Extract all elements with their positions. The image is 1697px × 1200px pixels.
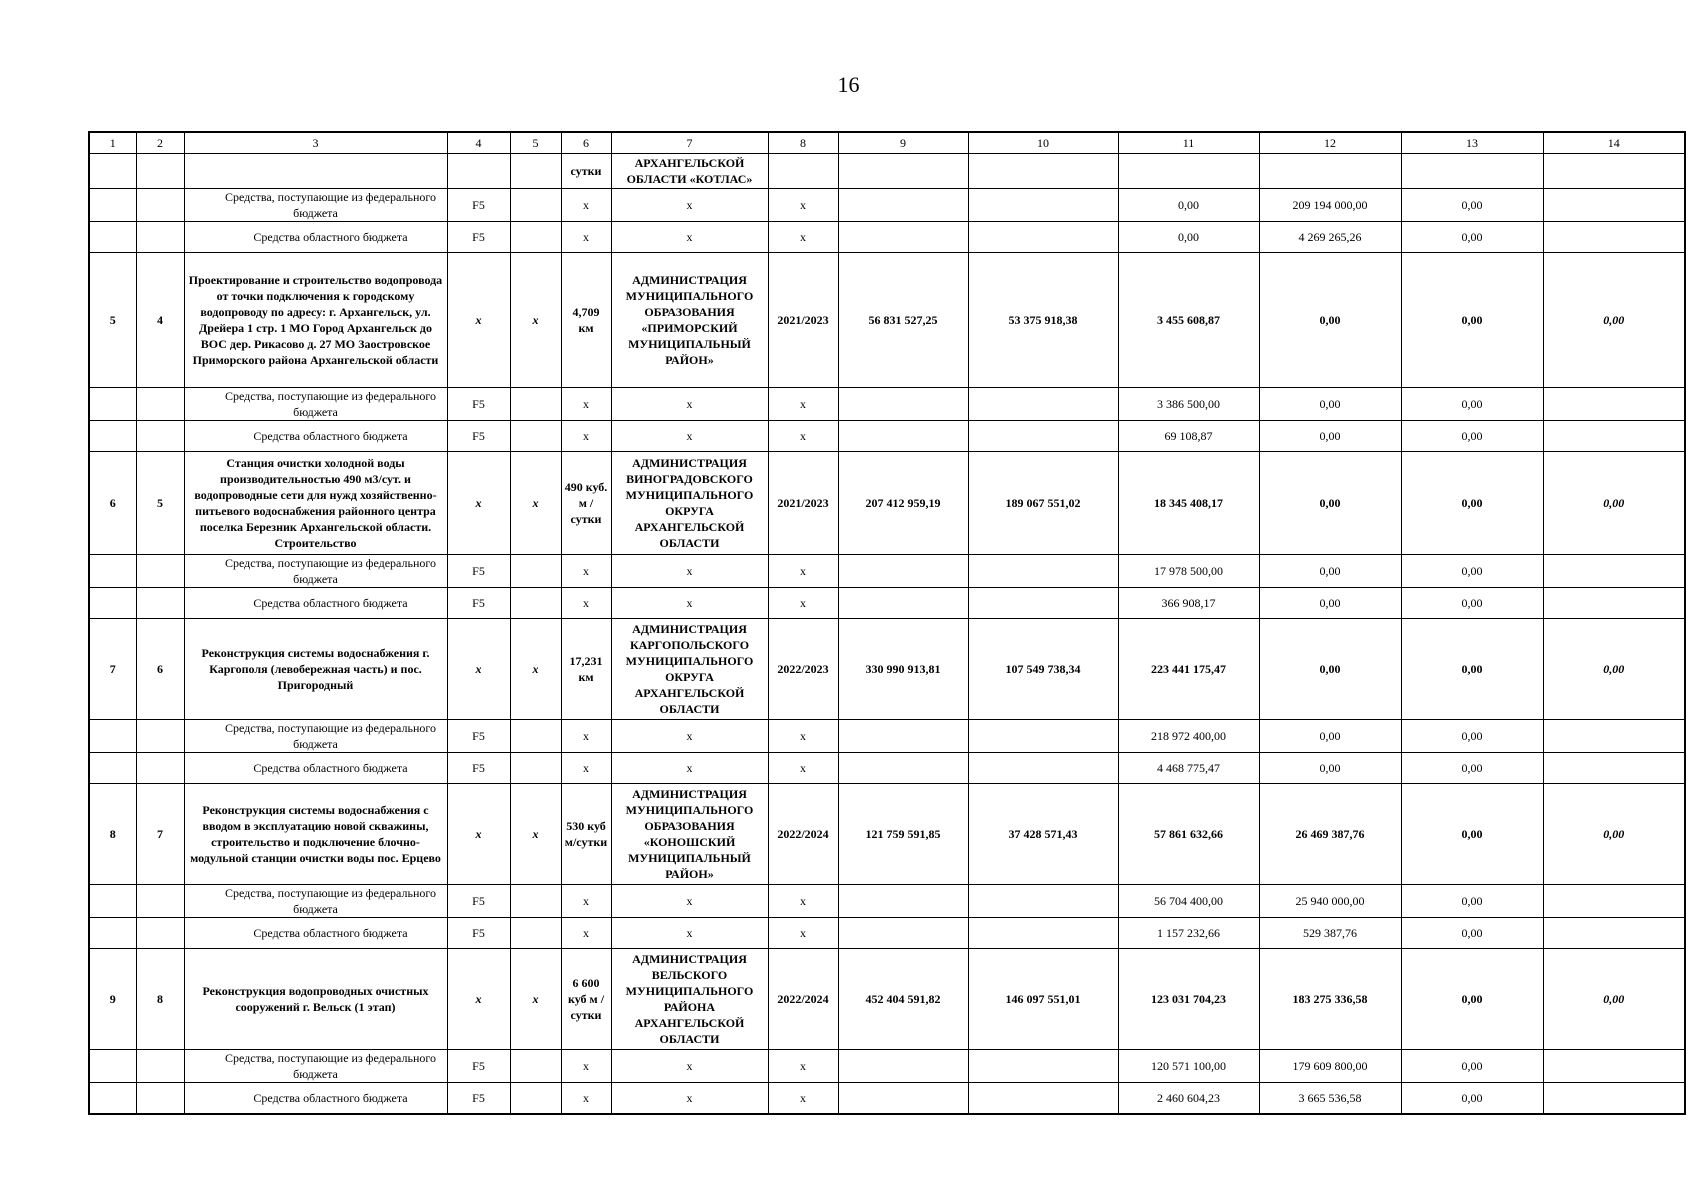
amount-cell: 4 269 265,26 [1259, 222, 1401, 253]
amount-cell: 107 549 738,34 [968, 619, 1118, 720]
amount-cell: 0,00 [1543, 253, 1685, 388]
regional-funds-row [89, 222, 1685, 253]
amount-cell: 123 031 704,23 [1118, 949, 1259, 1050]
continuation-row [89, 154, 1685, 189]
row-number: 6 [89, 452, 136, 555]
row-number: 5 [89, 253, 136, 388]
x-cell: x [611, 753, 768, 784]
amount-cell: 0,00 [1401, 1050, 1543, 1083]
project-name: Проектирование и строительство водопровода от точки подключения к городскому водопроводу по адресу: г. Архангельск, ул. Дрейера 1 стр. 1 МО Город Архангельск до ВОС дер. Рикасово д. 27 МО Заостровское Приморского района Архангельской области [184, 253, 447, 388]
code-cell: F5 [447, 388, 510, 421]
amount-cell: 209 194 000,00 [1259, 189, 1401, 222]
project-name: Реконструкция водопроводных очистных сооружений г. Вельск (1 этап) [184, 949, 447, 1050]
code-cell: F5 [447, 1050, 510, 1083]
x-cell: x [768, 885, 838, 918]
capacity-cell: 4,709 км [561, 253, 611, 388]
funding-source-label: Средства областного бюджета [184, 222, 447, 253]
amount-cell: 53 375 918,38 [968, 253, 1118, 388]
x-cell: x [611, 1050, 768, 1083]
total-cost-cell: 330 990 913,81 [838, 619, 968, 720]
x-cell: x [447, 619, 510, 720]
amount-cell: 0,00 [1401, 452, 1543, 555]
federal-funds-row [89, 720, 1685, 753]
amount-cell: 223 441 175,47 [1118, 619, 1259, 720]
x-cell: x [561, 1050, 611, 1083]
x-cell: x [768, 753, 838, 784]
x-cell: x [561, 885, 611, 918]
amount-cell: 0,00 [1401, 253, 1543, 388]
amount-cell: 529 387,76 [1259, 918, 1401, 949]
code-cell: F5 [447, 1083, 510, 1115]
column-number: 2 [136, 132, 184, 154]
x-cell: x [611, 388, 768, 421]
period-cell: 2022/2023 [768, 619, 838, 720]
amount-cell: 0,00 [1401, 388, 1543, 421]
amount-cell: 0,00 [1259, 753, 1401, 784]
item-number: 8 [136, 949, 184, 1050]
total-cost-cell: 207 412 959,19 [838, 452, 968, 555]
amount-cell: 3 455 608,87 [1118, 253, 1259, 388]
x-cell: x [611, 588, 768, 619]
amount-cell: 0,00 [1401, 1083, 1543, 1115]
column-number: 4 [447, 132, 510, 154]
project-row [89, 452, 1685, 555]
organization-cell: АДМИНИСТРАЦИЯ ВЕЛЬСКОГО МУНИЦИПАЛЬНОГО РАЙОНА АРХАНГЕЛЬСКОЙ ОБЛАСТИ [611, 949, 768, 1050]
column-number: 1 [89, 132, 136, 154]
project-row [89, 253, 1685, 388]
column-number: 11 [1118, 132, 1259, 154]
amount-cell: 0,00 [1543, 452, 1685, 555]
x-cell: x [561, 918, 611, 949]
x-cell: x [447, 949, 510, 1050]
amount-cell: 26 469 387,76 [1259, 784, 1401, 885]
amount-cell: 0,00 [1401, 222, 1543, 253]
funding-source-label: Средства областного бюджета [184, 1083, 447, 1115]
federal-funds-row [89, 1050, 1685, 1083]
amount-cell: 0,00 [1543, 949, 1685, 1050]
x-cell: x [768, 421, 838, 452]
funding-source-label: Средства областного бюджета [184, 421, 447, 452]
column-number: 14 [1543, 132, 1685, 154]
amount-cell: 0,00 [1543, 784, 1685, 885]
x-cell: x [561, 421, 611, 452]
federal-funds-row [89, 189, 1685, 222]
organization-cell: АДМИНИСТРАЦИЯ МУНИЦИПАЛЬНОГО ОБРАЗОВАНИЯ «ПРИМОРСКИЙ МУНИЦИПАЛЬНЫЙ РАЙОН» [611, 253, 768, 388]
x-cell: x [561, 588, 611, 619]
project-name: Реконструкция системы водоснабжения с вводом в эксплуатацию новой скважины, строительство и подключение блочно-модульной станции очистки воды пос. Ерцево [184, 784, 447, 885]
column-number: 13 [1401, 132, 1543, 154]
column-number: 7 [611, 132, 768, 154]
amount-cell: 179 609 800,00 [1259, 1050, 1401, 1083]
column-number: 9 [838, 132, 968, 154]
period-cell: 2022/2024 [768, 784, 838, 885]
amount-cell: 37 428 571,43 [968, 784, 1118, 885]
capacity-cell: 17,231 км [561, 619, 611, 720]
funding-source-label: Средства, поступающие из федерального бюджета [184, 388, 447, 421]
amount-cell: 0,00 [1259, 421, 1401, 452]
period-cell: 2022/2024 [768, 949, 838, 1050]
amount-cell: 146 097 551,01 [968, 949, 1118, 1050]
amount-cell: 0,00 [1118, 189, 1259, 222]
funding-source-label: Средства областного бюджета [184, 588, 447, 619]
row-number: 9 [89, 949, 136, 1050]
capacity-cell: сутки [561, 154, 611, 189]
code-cell: F5 [447, 421, 510, 452]
amount-cell: 0,00 [1259, 720, 1401, 753]
project-row [89, 619, 1685, 720]
federal-funds-row [89, 388, 1685, 421]
x-cell: x [561, 388, 611, 421]
amount-cell: 0,00 [1401, 918, 1543, 949]
code-cell: F5 [447, 918, 510, 949]
amount-cell: 18 345 408,17 [1118, 452, 1259, 555]
x-cell: x [561, 720, 611, 753]
regional-funds-row [89, 421, 1685, 452]
column-number: 12 [1259, 132, 1401, 154]
amount-cell: 0,00 [1259, 388, 1401, 421]
amount-cell: 25 940 000,00 [1259, 885, 1401, 918]
amount-cell: 120 571 100,00 [1118, 1050, 1259, 1083]
project-row [89, 949, 1685, 1050]
x-cell: x [768, 720, 838, 753]
funding-source-label: Средства, поступающие из федерального бюджета [184, 885, 447, 918]
item-number: 4 [136, 253, 184, 388]
amount-cell: 183 275 336,58 [1259, 949, 1401, 1050]
x-cell: x [611, 720, 768, 753]
amount-cell: 3 665 536,58 [1259, 1083, 1401, 1115]
x-cell: x [611, 555, 768, 588]
amount-cell: 0,00 [1401, 720, 1543, 753]
funding-source-label: Средства, поступающие из федерального бюджета [184, 555, 447, 588]
x-cell: x [768, 1050, 838, 1083]
row-number: 8 [89, 784, 136, 885]
column-number-row [89, 132, 1685, 154]
amount-cell: 189 067 551,02 [968, 452, 1118, 555]
x-cell: x [611, 189, 768, 222]
item-number: 6 [136, 619, 184, 720]
x-cell: x [768, 588, 838, 619]
federal-funds-row [89, 555, 1685, 588]
total-cost-cell: 56 831 527,25 [838, 253, 968, 388]
amount-cell: 0,00 [1543, 619, 1685, 720]
x-cell: x [611, 222, 768, 253]
x-cell: x [510, 452, 561, 555]
column-number: 3 [184, 132, 447, 154]
x-cell: x [561, 555, 611, 588]
x-cell: x [510, 253, 561, 388]
code-cell: F5 [447, 753, 510, 784]
x-cell: x [611, 421, 768, 452]
amount-cell: 3 386 500,00 [1118, 388, 1259, 421]
amount-cell: 0,00 [1401, 885, 1543, 918]
x-cell: x [768, 555, 838, 588]
x-cell: x [510, 619, 561, 720]
x-cell: x [611, 1083, 768, 1115]
code-cell: F5 [447, 720, 510, 753]
column-number: 10 [968, 132, 1118, 154]
amount-cell: 0,00 [1401, 555, 1543, 588]
capacity-cell: 530 куб м/сутки [561, 784, 611, 885]
amount-cell: 0,00 [1259, 619, 1401, 720]
amount-cell: 218 972 400,00 [1118, 720, 1259, 753]
item-number: 7 [136, 784, 184, 885]
amount-cell: 0,00 [1401, 189, 1543, 222]
period-cell: 2021/2023 [768, 452, 838, 555]
item-number: 5 [136, 452, 184, 555]
capacity-cell: 490 куб. м / сутки [561, 452, 611, 555]
x-cell: x [510, 949, 561, 1050]
project-row [89, 784, 1685, 885]
amount-cell: 0,00 [1401, 588, 1543, 619]
amount-cell: 56 704 400,00 [1118, 885, 1259, 918]
x-cell: x [561, 189, 611, 222]
amount-cell: 0,00 [1259, 555, 1401, 588]
regional-funds-row [89, 1083, 1685, 1115]
column-number: 8 [768, 132, 838, 154]
amount-cell: 17 978 500,00 [1118, 555, 1259, 588]
funding-source-label: Средства областного бюджета [184, 918, 447, 949]
x-cell: x [447, 253, 510, 388]
project-name: Станция очистки холодной воды производительностью 490 м3/сут. и водопроводные сети для нужд хозяйственно-питьевого водоснабжения районного центра поселка Березник Архангельской области. Строительство [184, 452, 447, 555]
federal-funds-row [89, 885, 1685, 918]
period-cell: 2021/2023 [768, 253, 838, 388]
column-number: 6 [561, 132, 611, 154]
regional-funds-row [89, 588, 1685, 619]
x-cell: x [768, 918, 838, 949]
amount-cell: 0,00 [1259, 452, 1401, 555]
x-cell: x [768, 388, 838, 421]
x-cell: x [447, 784, 510, 885]
regional-funds-row [89, 753, 1685, 784]
total-cost-cell: 121 759 591,85 [838, 784, 968, 885]
column-number: 5 [510, 132, 561, 154]
x-cell: x [447, 452, 510, 555]
amount-cell: 4 468 775,47 [1118, 753, 1259, 784]
amount-cell: 366 908,17 [1118, 588, 1259, 619]
total-cost-cell: 452 404 591,82 [838, 949, 968, 1050]
page-number: 16 [837, 72, 860, 97]
amount-cell: 0,00 [1401, 784, 1543, 885]
amount-cell: 0,00 [1259, 588, 1401, 619]
funding-source-label: Средства областного бюджета [184, 753, 447, 784]
x-cell: x [768, 1083, 838, 1115]
x-cell: x [561, 222, 611, 253]
capacity-cell: 6 600 куб м / сутки [561, 949, 611, 1050]
x-cell: x [768, 222, 838, 253]
amount-cell: 2 460 604,23 [1118, 1083, 1259, 1115]
code-cell: F5 [447, 588, 510, 619]
row-number: 7 [89, 619, 136, 720]
organization-cell: АДМИНИСТРАЦИЯ МУНИЦИПАЛЬНОГО ОБРАЗОВАНИЯ «КОНОШСКИЙ МУНИЦИПАЛЬНЫЙ РАЙОН» [611, 784, 768, 885]
amount-cell: 0,00 [1401, 619, 1543, 720]
organization-cell: АДМИНИСТРАЦИЯ ВИНОГРАДОВСКОГО МУНИЦИПАЛЬНОГО ОКРУГА АРХАНГЕЛЬСКОЙ ОБЛАСТИ [611, 452, 768, 555]
code-cell: F5 [447, 222, 510, 253]
funding-source-label: Средства, поступающие из федерального бюджета [184, 720, 447, 753]
code-cell: F5 [447, 885, 510, 918]
amount-cell: 69 108,87 [1118, 421, 1259, 452]
amount-cell: 1 157 232,66 [1118, 918, 1259, 949]
amount-cell: 0,00 [1401, 753, 1543, 784]
amount-cell: 0,00 [1118, 222, 1259, 253]
code-cell: F5 [447, 555, 510, 588]
organization-cell: АРХАНГЕЛЬСКОЙ ОБЛАСТИ «КОТЛАС» [611, 154, 768, 189]
x-cell: x [611, 885, 768, 918]
x-cell: x [768, 189, 838, 222]
amount-cell: 0,00 [1401, 421, 1543, 452]
amount-cell: 0,00 [1401, 949, 1543, 1050]
project-name: Реконструкция системы водоснабжения г. Каргополя (левобережная часть) и пос. Пригородный [184, 619, 447, 720]
x-cell: x [561, 753, 611, 784]
x-cell: x [611, 918, 768, 949]
x-cell: x [561, 1083, 611, 1115]
funding-source-label: Средства, поступающие из федерального бюджета [184, 1050, 447, 1083]
amount-cell: 57 861 632,66 [1118, 784, 1259, 885]
code-cell: F5 [447, 189, 510, 222]
budget-table [88, 131, 1686, 1115]
regional-funds-row [89, 918, 1685, 949]
x-cell: x [510, 784, 561, 885]
funding-source-label: Средства, поступающие из федерального бюджета [184, 189, 447, 222]
amount-cell: 0,00 [1259, 253, 1401, 388]
organization-cell: АДМИНИСТРАЦИЯ КАРГОПОЛЬСКОГО МУНИЦИПАЛЬНОГО ОКРУГА АРХАНГЕЛЬСКОЙ ОБЛАСТИ [611, 619, 768, 720]
